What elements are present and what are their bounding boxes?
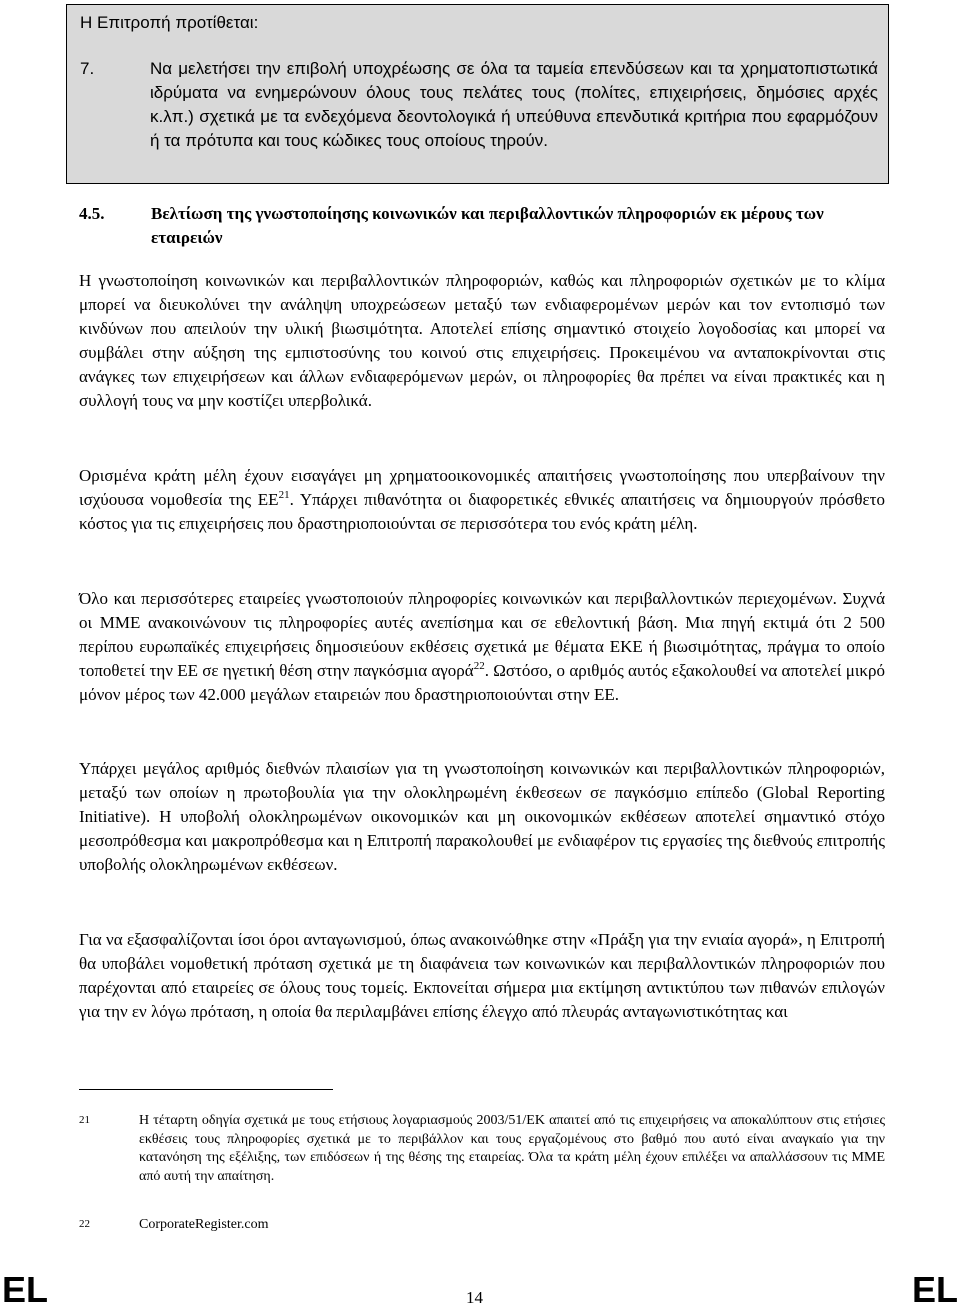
paragraph-3-text-b: . Ωστόσο, ο αριθμός αυτός εξακολουθεί να αποτελεί μικρό μόνον μέρος των 42.000 μεγάλων εταιρειών που δραστηριοποιούνται στην ΕΕ. <box>79 661 885 704</box>
footnote-21 <box>79 1112 885 1186</box>
language-code-left: EL <box>2 1269 49 1310</box>
paragraph-3-text-a: Όλο και περισσότερες εταιρείες γνωστοποιούν πληροφορίες κοινωνικών και περιβαλλοντικών περιεχομένων. Συχνά οι ΜΜΕ ανακοινώνουν τις πληροφορίες αυτές ανεπίσημα και σε εθελοντική βάση. Μια πηγή εκτιμά ότι 2 500 περίπου ευρωπαϊκές επιχειρήσεις δημοσιεύουν εκθέσεις σχετικά με θέματα ΕΚΕ ή βιωσιμότητας, πράγμα το οποίο τοποθετεί την ΕΕ σε ηγετική θέση στην παγκόσμια αγορά <box>79 589 885 680</box>
paragraph-4: Υπάρχει μεγάλος αριθμός διεθνών πλαισίων για τη γνωστοποίηση κοινωνικών και περιβαλλοντικών πληροφοριών, μεταξύ των οποίων η πρωτοβουλία για την ολοκληρωμένη έκθεσεων σε παγκόσμιο επίπεδο (Global Reporting Initiative). Η υποβολή ολοκληρωμένων οικονομικών και μη οικονομικών εκθέσεων αποτελεί σημαντικό στόχο μεσοπρόθεσμα και μακροπρόθεσμα και η Επιτροπή παρακολουθεί με ενδιαφέρον τις εργασίες της διεθνούς επιτροπής υποβολής ολοκληρωμένων εκθέσεων. <box>79 759 885 874</box>
footnote-ref-22: 22 <box>473 660 485 672</box>
paragraph-2 <box>79 464 885 536</box>
language-code-right: EL <box>911 1269 958 1310</box>
paragraph-3 <box>79 587 885 707</box>
proposal-item-text: Να μελετήσει την επιβολή υποχρέωσης σε όλα τα ταμεία επενδύσεων και τα χρηματοπιστωτικά ιδρύματα να ενημερώνουν όλους τους πελάτες τους (πολίτες, επιχειρήσεις, δημόσιες αρχές κ.λπ.) σχετικά με τα ενδεχόμενα δεοντολογικά ή υπεύθυνα επενδυτικά κριτήρια που εφαρμόζουν ή τα πρότυπα και τους κώδικες τους οποίους τηρούν. <box>150 59 878 150</box>
page-number: 14 <box>466 1288 483 1307</box>
footnote-number: 22 <box>79 1218 90 1230</box>
footnote-number: 21 <box>79 1114 90 1126</box>
paragraph-2-text-b: . Υπάρχει πιθανότητα οι διαφορετικές εθνικές απαιτήσεις να δημιουργούν πρόσθετο κόστος για τις επιχειρήσεις που δραστηριοποιούνται σε περισσότερα του ενός κράτη μέλη. <box>79 490 885 533</box>
paragraph-1: Η γνωστοποίηση κοινωνικών και περιβαλλοντικών πληροφοριών, καθώς και πληροφοριών σχετικών με το κλίμα μπορεί να διευκολύνει την ανάληψη υποχρεώσεων μεταξύ των ενδιαφερομένων μερών και τον εντοπισμό των κινδύνων που απειλούν την υλική βιωσιμότητα. Αποτελεί επίσης σημαντικό στοιχείο λογοδοσίας και μπορεί να συμβάλει στην αύξηση της εμπιστοσύνης του κοινού στις επιχειρήσεις. Προκειμένου να ανταποκρίνονται στις ανάγκες των επιχειρήσεων και άλλων ενδιαφερόμενων μερών, οι πληροφορίες θα πρέπει να είναι πρακτικές και η συλλογή τους να μην κοστίζει υπερβολικά. <box>79 271 885 410</box>
footnote-text: Η τέταρτη οδηγία σχετικά με τους ετήσιους λογαριασμούς 2003/51/ΕΚ απαιτεί από τις επιχειρήσεις να αποκαλύπτουν στις ετήσιες εκθέσεις τους πληροφορίες σχετικά με το περιβάλλον και τους εργαζομένους στο βαθμό που αυτό είναι αναγκαίο για την κατανόηση της εξέλιξης, των επιδόσεων ή της θέσης της εταιρείας. Όλα τα κράτη μέλη έχουν επιλέξει να απαλλάσσουν τις ΜΜΕ από αυτή την απαίτηση. <box>139 1113 885 1184</box>
proposal-item <box>80 57 878 153</box>
section-number: 4.5. <box>79 204 105 223</box>
footnote-text: CorporateRegister.com <box>139 1217 269 1232</box>
footnote-22 <box>79 1216 885 1235</box>
footnote-ref-21: 21 <box>278 489 290 501</box>
proposal-item-number: 7. <box>80 59 95 78</box>
section-heading <box>79 202 899 250</box>
paragraph-5: Για να εξασφαλίζονται ίσοι όροι ανταγωνισμού, όπως ανακοινώθηκε στην «Πράξη για την ενιαία αγορά», η Επιτροπή θα υποβάλει νομοθετική πρόταση σχετικά με τη διαφάνεια των κοινωνικών και περιβαλλοντικών πληροφοριών που παρέχονται από εταιρείες σε όλους τους τομείς. Εκπονείται σήμερα μια εκτίμηση αντικτύπου των πιθανών επιλογών για την εν λόγω πρόταση, η οποία θα περιλαμβάνει επίσης έλεγχο από πλευράς ανταγωνιστικότητας και <box>79 930 885 1021</box>
section-title: Βελτίωση της γνωστοποίησης κοινωνικών και περιβαλλοντικών πληροφοριών εκ μέρους των εταιρειών <box>151 204 824 247</box>
proposal-intro: Η Επιτροπή προτίθεται: <box>80 13 259 32</box>
proposal-box <box>66 4 889 184</box>
footnote-separator <box>79 1089 333 1090</box>
paragraph-2-text-a: Ορισμένα κράτη μέλη έχουν εισαγάγει μη χρηματοοικονομικές απαιτήσεις γνωστοποίησης που υπερβαίνουν την ισχύουσα νομοθεσία της ΕΕ <box>79 466 885 509</box>
